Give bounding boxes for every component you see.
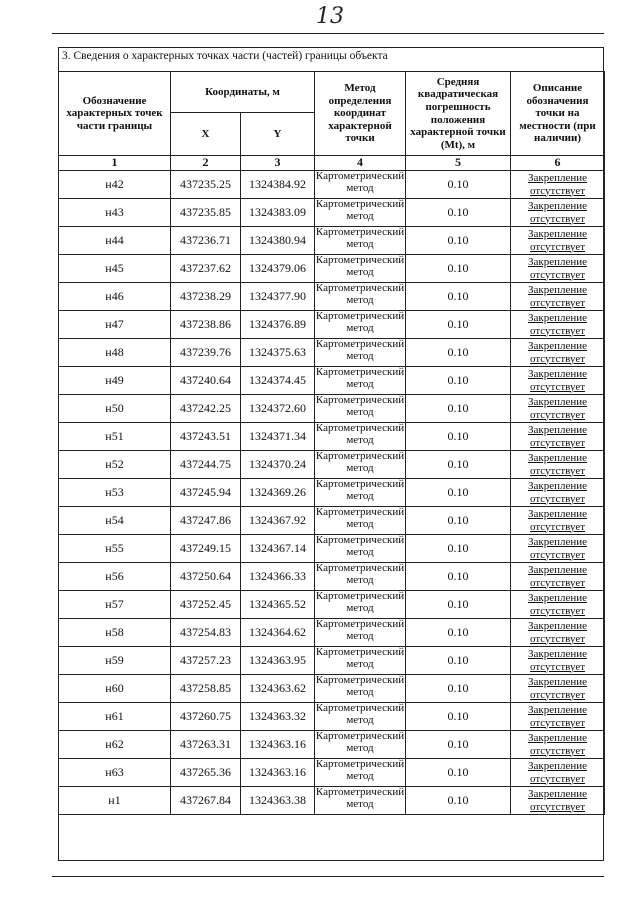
point-cell: н48	[59, 339, 171, 367]
col-number: 1	[59, 156, 171, 171]
error-cell: 0.10	[406, 787, 511, 815]
x-coordinate-cell: 437237.62	[171, 255, 241, 283]
table-row	[59, 339, 605, 367]
description-cell: Закрепление отсутствует	[511, 423, 605, 451]
error-cell: 0.10	[406, 647, 511, 675]
method-cell: Картометрический метод	[315, 311, 406, 339]
method-cell: Картометрический метод	[315, 703, 406, 731]
table-row	[59, 563, 605, 591]
description-cell: Закрепление отсутствует	[511, 535, 605, 563]
x-coordinate-cell: 437236.71	[171, 227, 241, 255]
error-cell: 0.10	[406, 563, 511, 591]
col-number: 6	[511, 156, 605, 171]
method-cell: Картометрический метод	[315, 367, 406, 395]
method-cell: Картометрический метод	[315, 479, 406, 507]
method-cell: Картометрический метод	[315, 171, 406, 199]
error-cell: 0.10	[406, 227, 511, 255]
table-row	[59, 507, 605, 535]
empty-row	[59, 815, 605, 816]
point-cell: н54	[59, 507, 171, 535]
table-row	[59, 675, 605, 703]
error-cell: 0.10	[406, 479, 511, 507]
error-cell: 0.10	[406, 675, 511, 703]
point-cell: н56	[59, 563, 171, 591]
x-coordinate-cell: 437243.51	[171, 423, 241, 451]
method-cell: Картометрический метод	[315, 787, 406, 815]
table-row	[59, 451, 605, 479]
y-coordinate-cell: 1324372.60	[241, 395, 315, 423]
error-cell: 0.10	[406, 535, 511, 563]
error-cell: 0.10	[406, 731, 511, 759]
error-cell: 0.10	[406, 451, 511, 479]
description-cell: Закрепление отсутствует	[511, 591, 605, 619]
description-cell: Закрепление отсутствует	[511, 619, 605, 647]
header-description: Описание обозначения точки на местности (при наличии)	[511, 72, 605, 156]
point-cell: н44	[59, 227, 171, 255]
x-coordinate-cell: 437238.86	[171, 311, 241, 339]
bottom-rule	[52, 876, 604, 877]
method-cell: Картометрический метод	[315, 591, 406, 619]
x-coordinate-cell: 437257.23	[171, 647, 241, 675]
top-rule	[52, 33, 604, 34]
description-cell: Закрепление отсутствует	[511, 311, 605, 339]
point-cell: н52	[59, 451, 171, 479]
error-cell: 0.10	[406, 171, 511, 199]
table-row	[59, 367, 605, 395]
x-coordinate-cell: 437258.85	[171, 675, 241, 703]
table-row	[59, 311, 605, 339]
description-cell: Закрепление отсутствует	[511, 367, 605, 395]
header-coords: Координаты, м	[171, 72, 315, 113]
y-coordinate-cell: 1324379.06	[241, 255, 315, 283]
y-coordinate-cell: 1324363.62	[241, 675, 315, 703]
x-coordinate-cell: 437240.64	[171, 367, 241, 395]
table-row	[59, 227, 605, 255]
x-coordinate-cell: 437238.29	[171, 283, 241, 311]
error-cell: 0.10	[406, 759, 511, 787]
method-cell: Картометрический метод	[315, 423, 406, 451]
description-cell: Закрепление отсутствует	[511, 787, 605, 815]
error-cell: 0.10	[406, 507, 511, 535]
point-cell: н55	[59, 535, 171, 563]
error-cell: 0.10	[406, 591, 511, 619]
y-coordinate-cell: 1324371.34	[241, 423, 315, 451]
header-y: Y	[241, 113, 315, 156]
column-number-row	[59, 156, 605, 171]
error-cell: 0.10	[406, 311, 511, 339]
description-cell: Закрепление отсутствует	[511, 171, 605, 199]
x-coordinate-cell: 437239.76	[171, 339, 241, 367]
table-row	[59, 647, 605, 675]
point-cell: н61	[59, 703, 171, 731]
y-coordinate-cell: 1324376.89	[241, 311, 315, 339]
description-cell: Закрепление отсутствует	[511, 703, 605, 731]
method-cell: Картометрический метод	[315, 199, 406, 227]
description-cell: Закрепление отсутствует	[511, 255, 605, 283]
point-cell: н1	[59, 787, 171, 815]
x-coordinate-cell: 437254.83	[171, 619, 241, 647]
table-body	[59, 171, 605, 816]
point-cell: н53	[59, 479, 171, 507]
col-number: 2	[171, 156, 241, 171]
method-cell: Картометрический метод	[315, 507, 406, 535]
y-coordinate-cell: 1324364.62	[241, 619, 315, 647]
y-coordinate-cell: 1324363.16	[241, 759, 315, 787]
header-error: Средняя квадратическая погрешность положения характерной точки (Mt), м	[406, 72, 511, 156]
y-coordinate-cell: 1324380.94	[241, 227, 315, 255]
description-cell: Закрепление отсутствует	[511, 451, 605, 479]
table-row	[59, 255, 605, 283]
description-cell: Закрепление отсутствует	[511, 563, 605, 591]
x-coordinate-cell: 437249.15	[171, 535, 241, 563]
error-cell: 0.10	[406, 703, 511, 731]
point-cell: н50	[59, 395, 171, 423]
description-cell: Закрепление отсутствует	[511, 647, 605, 675]
points-table	[58, 71, 605, 815]
col-number: 3	[241, 156, 315, 171]
table-row	[59, 479, 605, 507]
y-coordinate-cell: 1324363.38	[241, 787, 315, 815]
table-row	[59, 619, 605, 647]
error-cell: 0.10	[406, 619, 511, 647]
x-coordinate-cell: 437252.45	[171, 591, 241, 619]
x-coordinate-cell: 437260.75	[171, 703, 241, 731]
method-cell: Картометрический метод	[315, 255, 406, 283]
y-coordinate-cell: 1324377.90	[241, 283, 315, 311]
method-cell: Картометрический метод	[315, 451, 406, 479]
header-x: X	[171, 113, 241, 156]
x-coordinate-cell: 437242.25	[171, 395, 241, 423]
point-cell: н57	[59, 591, 171, 619]
table-row	[59, 591, 605, 619]
error-cell: 0.10	[406, 199, 511, 227]
point-cell: н51	[59, 423, 171, 451]
header-point: Обозначение характерных точек части границы	[59, 72, 171, 156]
table-row	[59, 703, 605, 731]
col-number: 5	[406, 156, 511, 171]
method-cell: Картометрический метод	[315, 759, 406, 787]
description-cell: Закрепление отсутствует	[511, 227, 605, 255]
x-coordinate-cell: 437263.31	[171, 731, 241, 759]
col-number: 4	[315, 156, 406, 171]
method-cell: Картометрический метод	[315, 675, 406, 703]
description-cell: Закрепление отсутствует	[511, 283, 605, 311]
table-row	[59, 787, 605, 815]
error-cell: 0.10	[406, 423, 511, 451]
header-method: Метод определения координат характерной точки	[315, 72, 406, 156]
y-coordinate-cell: 1324363.95	[241, 647, 315, 675]
method-cell: Картометрический метод	[315, 535, 406, 563]
description-cell: Закрепление отсутствует	[511, 339, 605, 367]
point-cell: н45	[59, 255, 171, 283]
y-coordinate-cell: 1324383.09	[241, 199, 315, 227]
y-coordinate-cell: 1324374.45	[241, 367, 315, 395]
method-cell: Картометрический метод	[315, 227, 406, 255]
description-cell: Закрепление отсутствует	[511, 675, 605, 703]
error-cell: 0.10	[406, 395, 511, 423]
y-coordinate-cell: 1324384.92	[241, 171, 315, 199]
y-coordinate-cell: 1324363.16	[241, 731, 315, 759]
y-coordinate-cell: 1324369.26	[241, 479, 315, 507]
table-row	[59, 395, 605, 423]
x-coordinate-cell: 437247.86	[171, 507, 241, 535]
x-coordinate-cell: 437245.94	[171, 479, 241, 507]
point-cell: н47	[59, 311, 171, 339]
table-row	[59, 535, 605, 563]
point-cell: н49	[59, 367, 171, 395]
x-coordinate-cell: 437244.75	[171, 451, 241, 479]
method-cell: Картометрический метод	[315, 731, 406, 759]
error-cell: 0.10	[406, 255, 511, 283]
description-cell: Закрепление отсутствует	[511, 199, 605, 227]
x-coordinate-cell: 437250.64	[171, 563, 241, 591]
page-number: 13	[316, 4, 344, 29]
point-cell: н59	[59, 647, 171, 675]
x-coordinate-cell: 437235.85	[171, 199, 241, 227]
point-cell: н58	[59, 619, 171, 647]
table-row	[59, 171, 605, 199]
y-coordinate-cell: 1324367.92	[241, 507, 315, 535]
point-cell: н63	[59, 759, 171, 787]
y-coordinate-cell: 1324365.52	[241, 591, 315, 619]
y-coordinate-cell: 1324370.24	[241, 451, 315, 479]
table-row	[59, 283, 605, 311]
point-cell: н46	[59, 283, 171, 311]
table-row	[59, 199, 605, 227]
table-row	[59, 759, 605, 787]
method-cell: Картометрический метод	[315, 647, 406, 675]
table-row	[59, 423, 605, 451]
method-cell: Картометрический метод	[315, 563, 406, 591]
description-cell: Закрепление отсутствует	[511, 479, 605, 507]
y-coordinate-cell: 1324375.63	[241, 339, 315, 367]
point-cell: н62	[59, 731, 171, 759]
method-cell: Картометрический метод	[315, 619, 406, 647]
table-row	[59, 731, 605, 759]
error-cell: 0.10	[406, 283, 511, 311]
x-coordinate-cell: 437265.36	[171, 759, 241, 787]
method-cell: Картометрический метод	[315, 283, 406, 311]
description-cell: Закрепление отсутствует	[511, 395, 605, 423]
y-coordinate-cell: 1324363.32	[241, 703, 315, 731]
point-cell: н43	[59, 199, 171, 227]
description-cell: Закрепление отсутствует	[511, 731, 605, 759]
x-coordinate-cell: 437235.25	[171, 171, 241, 199]
method-cell: Картометрический метод	[315, 339, 406, 367]
section-title: 3. Сведения о характерных точках части (частей) границы объекта	[62, 50, 388, 62]
description-cell: Закрепление отсутствует	[511, 507, 605, 535]
point-cell: н60	[59, 675, 171, 703]
y-coordinate-cell: 1324367.14	[241, 535, 315, 563]
error-cell: 0.10	[406, 367, 511, 395]
error-cell: 0.10	[406, 339, 511, 367]
point-cell: н42	[59, 171, 171, 199]
y-coordinate-cell: 1324366.33	[241, 563, 315, 591]
description-cell: Закрепление отсутствует	[511, 759, 605, 787]
method-cell: Картометрический метод	[315, 395, 406, 423]
x-coordinate-cell: 437267.84	[171, 787, 241, 815]
